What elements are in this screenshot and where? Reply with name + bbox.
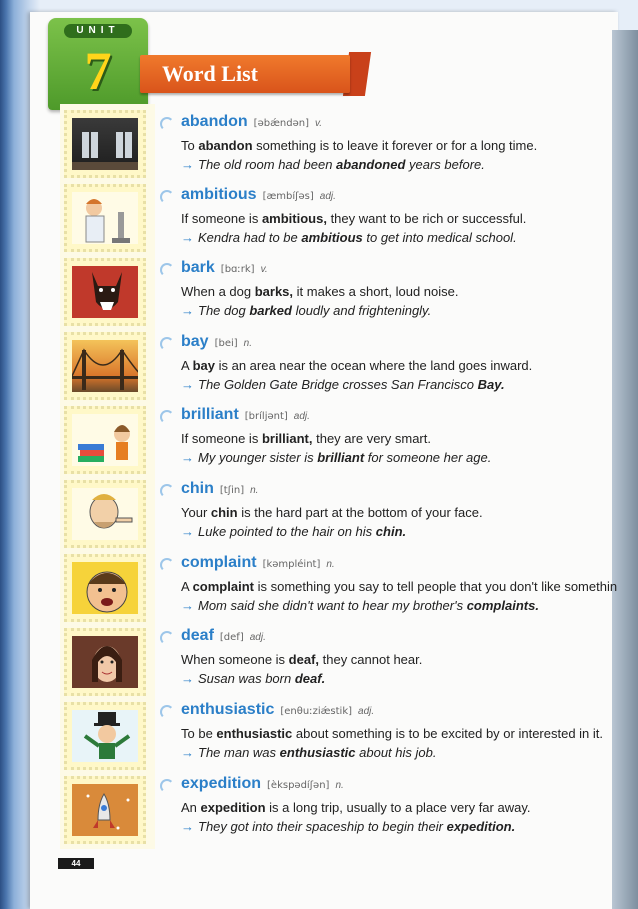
example-text: My younger sister is [198, 450, 318, 465]
part-of-speech: adj. [319, 191, 336, 202]
definition-text: If someone is [181, 211, 262, 226]
illustration-strip [60, 104, 155, 849]
enthusiastic-man-image [72, 710, 138, 762]
definition [181, 138, 537, 153]
pronunciation: [əbǽndən] [253, 118, 309, 129]
definition [181, 211, 526, 226]
example-text: The old room had been [198, 157, 337, 172]
golden-gate-bridge-image [72, 340, 138, 392]
definition-text: Your [181, 505, 211, 520]
definition [181, 505, 483, 520]
example-keyword: enthusiastic [279, 745, 356, 760]
arrow-right-icon: → [181, 524, 194, 539]
definition-text: something is to leave it forever or for a long time. [252, 138, 538, 153]
pronunciation: [def] [219, 632, 244, 643]
entry-bullet-icon [160, 705, 174, 719]
part-of-speech: n. [335, 780, 344, 791]
headword: brilliant [181, 406, 239, 423]
example-sentence [181, 303, 431, 318]
definition-keyword: ambitious, [261, 211, 327, 226]
definition-text: An [181, 800, 201, 815]
headword: abandon [181, 113, 248, 130]
definition-text: they are very smart. [312, 431, 431, 446]
unit-label: UNIT [64, 24, 132, 38]
part-of-speech: n. [250, 485, 259, 496]
example-keyword: ambitious [301, 230, 363, 245]
example-text: The dog [198, 303, 250, 318]
example-keyword: complaints. [466, 598, 539, 613]
part-of-speech: v. [314, 118, 323, 129]
headword-line [181, 186, 336, 204]
scientist-microscope-image [72, 192, 138, 244]
example-text: The Golden Gate Bridge crosses San Francisco [198, 377, 478, 392]
definition [181, 284, 459, 299]
entry-bullet-icon [160, 779, 174, 793]
headword: ambitious [181, 186, 257, 203]
part-of-speech: v. [260, 264, 268, 275]
part-of-speech: adj. [293, 411, 310, 422]
stamp-deaf-woman [64, 628, 146, 696]
arrow-right-icon: → [181, 230, 194, 245]
headword-line [181, 406, 310, 424]
definition-keyword: barks, [254, 284, 294, 299]
definition-text: is a long trip, usually to a place very far away. [265, 800, 531, 815]
definition [181, 800, 530, 815]
example-text: They got into their spaceship to begin their [198, 819, 447, 834]
definition [181, 726, 603, 741]
headword-line [181, 480, 258, 498]
headword-line [181, 627, 266, 645]
stamp-scientist [64, 184, 146, 252]
entry-bullet-icon [160, 631, 174, 645]
page-title: Word List [140, 55, 350, 93]
definition-text: is an area near the ocean where the land goes inward. [214, 358, 533, 373]
definition-text: is something you say to tell people that you don't like somethin [253, 579, 618, 594]
stamp-enthusiastic [64, 702, 146, 770]
example-keyword: deaf. [294, 671, 326, 686]
example-keyword: chin. [375, 524, 407, 539]
pronunciation: [èkspədíʃən] [267, 780, 330, 791]
definition-keyword: abandon [198, 138, 253, 153]
stamp-abandoned-room [64, 110, 146, 178]
abandoned-room-image [72, 118, 138, 170]
pronunciation: [æmbíʃəs] [262, 191, 314, 202]
example-text: Susan was born [198, 671, 295, 686]
entry-bullet-icon [160, 484, 174, 498]
headword-line [181, 701, 374, 719]
example-sentence [181, 745, 436, 760]
pronunciation: [tʃin] [219, 485, 245, 496]
entry-bullet-icon [160, 263, 174, 277]
definition-keyword: deaf, [288, 652, 320, 667]
definition-text: If someone is [181, 431, 262, 446]
entry-bullet-icon [160, 117, 174, 131]
stamp-smart-girl [64, 406, 146, 474]
definition-text: they want to be rich or successful. [326, 211, 527, 226]
definition-keyword: expedition [200, 800, 266, 815]
headword: enthusiastic [181, 701, 275, 718]
definition-text: A [181, 579, 193, 594]
part-of-speech: n. [243, 338, 253, 349]
entry-bullet-icon [160, 558, 174, 572]
definition [181, 358, 532, 373]
entry-bullet-icon [160, 337, 174, 351]
unit-number: 7 [84, 41, 112, 101]
arrow-right-icon: → [181, 157, 194, 172]
arrow-right-icon: → [181, 377, 194, 392]
complaining-face-image [72, 562, 138, 614]
pronunciation: [bɑːrk] [220, 264, 255, 275]
entry-bullet-icon [160, 410, 174, 424]
example-sentence [181, 157, 485, 172]
definition-keyword: bay [192, 358, 215, 373]
example-sentence [181, 524, 406, 539]
example-text: Mom said she didn't want to hear my brother's [198, 598, 467, 613]
headword: bark [181, 259, 215, 276]
example-sentence [181, 819, 515, 834]
girl-with-books-image [72, 414, 138, 466]
example-text: for someone her age. [364, 450, 492, 465]
example-text: to get into medical school. [362, 230, 517, 245]
example-text: Kendra had to be [198, 230, 302, 245]
example-text: Luke pointed to the hair on his [198, 524, 376, 539]
example-text: about his job. [355, 745, 437, 760]
part-of-speech: n. [326, 559, 335, 570]
entry-bullet-icon [160, 190, 174, 204]
headword-line [181, 554, 335, 572]
barking-dog-image [72, 266, 138, 318]
headword: deaf [181, 627, 214, 644]
definition [181, 431, 431, 446]
definition-text: they cannot hear. [319, 652, 423, 667]
part-of-speech: adj. [249, 632, 266, 643]
arrow-right-icon: → [181, 819, 194, 834]
pronunciation: [enθuːziǽstik] [280, 706, 353, 717]
facing-page-edge [612, 30, 638, 909]
woman-portrait-image [72, 636, 138, 688]
definition [181, 579, 617, 594]
part-of-speech: adj. [358, 706, 375, 717]
page-number: 44 [58, 858, 94, 869]
spaceship-image [72, 784, 138, 836]
definition-keyword: chin [210, 505, 238, 520]
example-sentence [181, 450, 491, 465]
definition-text: To be [181, 726, 217, 741]
stamp-complaining [64, 554, 146, 622]
arrow-right-icon: → [181, 745, 194, 760]
arrow-right-icon: → [181, 450, 194, 465]
stamp-spaceship [64, 776, 146, 844]
example-keyword: brilliant [317, 450, 365, 465]
example-keyword: barked [249, 303, 292, 318]
arrow-right-icon: → [181, 671, 194, 686]
pronunciation: [kəmpléint] [262, 559, 321, 570]
definition-text: it makes a short, loud noise. [293, 284, 459, 299]
definition-text: When someone is [181, 652, 289, 667]
example-sentence [181, 377, 505, 392]
example-text: years before. [405, 157, 485, 172]
definition-text: is the hard part at the bottom of your face. [237, 505, 483, 520]
unit-badge [48, 18, 148, 110]
definition [181, 652, 422, 667]
definition-keyword: brilliant, [261, 431, 313, 446]
definition-keyword: complaint [192, 579, 254, 594]
headword: bay [181, 333, 209, 350]
stamp-golden-gate [64, 332, 146, 400]
headword: expedition [181, 775, 262, 792]
example-sentence [181, 598, 539, 613]
definition-text: A [181, 358, 193, 373]
headword-line [181, 775, 344, 793]
stamp-barking-dog [64, 258, 146, 326]
headword-line [181, 333, 252, 351]
example-keyword: abandoned [336, 157, 406, 172]
definition-keyword: enthusiastic [216, 726, 293, 741]
definition-text: To [181, 138, 199, 153]
example-keyword: expedition. [446, 819, 516, 834]
example-sentence [181, 671, 325, 686]
example-keyword: Bay. [477, 377, 505, 392]
arrow-right-icon: → [181, 598, 194, 613]
headword: chin [181, 480, 214, 497]
stamp-chin [64, 480, 146, 548]
arrow-right-icon: → [181, 303, 194, 318]
example-sentence [181, 230, 517, 245]
pronunciation: [bei] [214, 338, 238, 349]
headword: complaint [181, 554, 257, 571]
definition-text: When a dog [181, 284, 255, 299]
man-pointing-chin-image [72, 488, 138, 540]
headword-line [181, 259, 268, 277]
pronunciation: [bríljənt] [244, 411, 288, 422]
example-text: The man was [198, 745, 280, 760]
headword-line [181, 113, 322, 131]
definition-text: about something is to be excited by or interested in it. [292, 726, 604, 741]
example-text: loudly and frighteningly. [291, 303, 432, 318]
